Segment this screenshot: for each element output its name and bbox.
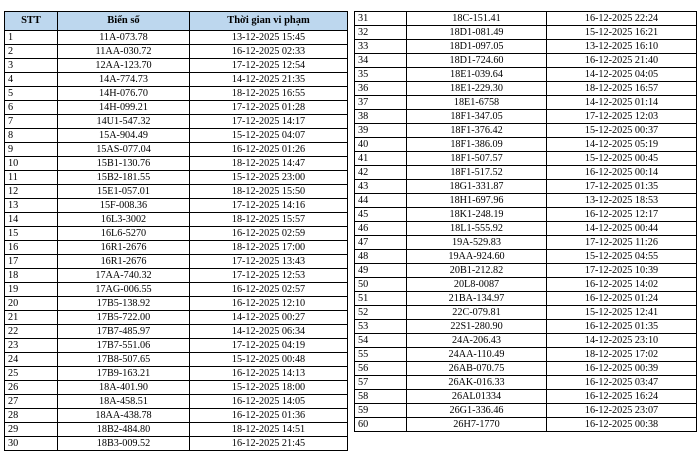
row-time: 16-12-2025 01:26 (190, 143, 348, 157)
row-plate: 18E1-039.64 (407, 68, 547, 82)
row-time: 16-12-2025 02:59 (190, 227, 348, 241)
row-stt: 41 (355, 152, 407, 166)
row-stt: 12 (5, 185, 58, 199)
table-row (355, 222, 697, 236)
row-stt: 51 (355, 292, 407, 306)
row-stt: 52 (355, 306, 407, 320)
row-plate: 15B2-181.55 (58, 171, 190, 185)
row-plate: 26AB-070.75 (407, 362, 547, 376)
table-row (355, 334, 697, 348)
row-plate: 17AA-740.32 (58, 269, 190, 283)
row-stt: 54 (355, 334, 407, 348)
row-time: 16-12-2025 14:13 (190, 367, 348, 381)
row-stt: 55 (355, 348, 407, 362)
table-row (355, 418, 697, 432)
table-row (5, 171, 348, 185)
table-row (355, 292, 697, 306)
row-time: 16-12-2025 03:47 (547, 376, 697, 390)
row-plate: 18F1-386.09 (407, 138, 547, 152)
row-stt: 50 (355, 278, 407, 292)
table-row (5, 101, 348, 115)
row-time: 15-12-2025 00:37 (547, 124, 697, 138)
row-time: 15-12-2025 23:00 (190, 171, 348, 185)
row-stt: 53 (355, 320, 407, 334)
row-plate: 17AG-006.55 (58, 283, 190, 297)
row-stt: 46 (355, 222, 407, 236)
row-time: 14-12-2025 00:27 (190, 311, 348, 325)
row-stt: 11 (5, 171, 58, 185)
row-plate: 18E1-229.30 (407, 82, 547, 96)
row-time: 18-12-2025 16:55 (190, 87, 348, 101)
table-row (5, 31, 348, 45)
row-time: 16-12-2025 00:14 (547, 166, 697, 180)
table-row (355, 278, 697, 292)
row-plate: 15F-008.36 (58, 199, 190, 213)
table-row (355, 404, 697, 418)
table-row (5, 143, 348, 157)
row-plate: 22C-079.81 (407, 306, 547, 320)
row-time: 16-12-2025 02:57 (190, 283, 348, 297)
row-stt: 14 (5, 213, 58, 227)
table-row (5, 395, 348, 409)
row-stt: 39 (355, 124, 407, 138)
row-plate: 18C-151.41 (407, 12, 547, 26)
row-time: 15-12-2025 00:48 (190, 353, 348, 367)
row-plate: 22S1-280.90 (407, 320, 547, 334)
table-row (355, 110, 697, 124)
row-plate: 15B1-130.76 (58, 157, 190, 171)
row-time: 16-12-2025 01:24 (547, 292, 697, 306)
row-time: 15-12-2025 00:45 (547, 152, 697, 166)
table-row (5, 381, 348, 395)
table-row (355, 26, 697, 40)
row-plate: 16L3-3002 (58, 213, 190, 227)
row-time: 16-12-2025 21:45 (190, 437, 348, 451)
row-time: 17-12-2025 14:17 (190, 115, 348, 129)
table-row (355, 152, 697, 166)
row-stt: 23 (5, 339, 58, 353)
table-row (355, 236, 697, 250)
table-row (355, 362, 697, 376)
row-time: 13-12-2025 16:10 (547, 40, 697, 54)
table-row (5, 241, 348, 255)
row-stt: 29 (5, 423, 58, 437)
row-time: 16-12-2025 01:35 (547, 320, 697, 334)
row-plate: 26H7-1770 (407, 418, 547, 432)
row-plate: 19A-529.83 (407, 236, 547, 250)
row-stt: 49 (355, 264, 407, 278)
row-stt: 9 (5, 143, 58, 157)
header-plate: Biển số (58, 12, 190, 31)
row-stt: 4 (5, 73, 58, 87)
row-plate: 14H-099.21 (58, 101, 190, 115)
row-time: 17-12-2025 12:54 (190, 59, 348, 73)
row-time: 15-12-2025 04:55 (547, 250, 697, 264)
row-plate: 17B9-163.21 (58, 367, 190, 381)
row-time: 14-12-2025 23:10 (547, 334, 697, 348)
row-plate: 11A-073.78 (58, 31, 190, 45)
row-stt: 58 (355, 390, 407, 404)
row-stt: 57 (355, 376, 407, 390)
row-stt: 2 (5, 45, 58, 59)
row-stt: 8 (5, 129, 58, 143)
row-stt: 40 (355, 138, 407, 152)
table-row (355, 96, 697, 110)
row-time: 17-12-2025 14:16 (190, 199, 348, 213)
row-plate: 15E1-057.01 (58, 185, 190, 199)
table-row (5, 213, 348, 227)
row-time: 15-12-2025 16:21 (547, 26, 697, 40)
row-time: 18-12-2025 16:57 (547, 82, 697, 96)
table-row (355, 320, 697, 334)
row-stt: 26 (5, 381, 58, 395)
row-plate: 16R1-2676 (58, 241, 190, 255)
row-plate: 18D1-097.05 (407, 40, 547, 54)
row-plate: 20B1-212.82 (407, 264, 547, 278)
table-row (5, 199, 348, 213)
row-stt: 7 (5, 115, 58, 129)
table-row (5, 45, 348, 59)
table-row (5, 353, 348, 367)
row-plate: 17B8-507.65 (58, 353, 190, 367)
row-plate: 16L6-5270 (58, 227, 190, 241)
row-plate: 18F1-517.52 (407, 166, 547, 180)
row-stt: 56 (355, 362, 407, 376)
table-row (355, 348, 697, 362)
row-stt: 37 (355, 96, 407, 110)
table-row (5, 339, 348, 353)
row-time: 14-12-2025 21:35 (190, 73, 348, 87)
table-row (355, 208, 697, 222)
row-stt: 21 (5, 311, 58, 325)
row-plate: 14A-774.73 (58, 73, 190, 87)
table-row (5, 87, 348, 101)
row-stt: 16 (5, 241, 58, 255)
row-time: 16-12-2025 01:36 (190, 409, 348, 423)
row-stt: 17 (5, 255, 58, 269)
row-time: 16-12-2025 16:24 (547, 390, 697, 404)
table-row (5, 423, 348, 437)
table-row (355, 82, 697, 96)
row-plate: 18A-401.90 (58, 381, 190, 395)
row-stt: 33 (355, 40, 407, 54)
table-row (355, 250, 697, 264)
table-row (355, 68, 697, 82)
table-row (5, 185, 348, 199)
table-row (355, 390, 697, 404)
row-time: 16-12-2025 23:07 (547, 404, 697, 418)
row-stt: 22 (5, 325, 58, 339)
table-row (5, 311, 348, 325)
row-time: 15-12-2025 18:00 (190, 381, 348, 395)
row-plate: 20L8-0087 (407, 278, 547, 292)
row-plate: 21BA-134.97 (407, 292, 547, 306)
row-time: 17-12-2025 04:19 (190, 339, 348, 353)
table-row (355, 124, 697, 138)
row-plate: 15A-904.49 (58, 129, 190, 143)
row-time: 15-12-2025 04:07 (190, 129, 348, 143)
table-row (5, 129, 348, 143)
row-time: 16-12-2025 02:33 (190, 45, 348, 59)
row-stt: 31 (355, 12, 407, 26)
row-plate: 17B7-551.06 (58, 339, 190, 353)
row-stt: 19 (5, 283, 58, 297)
row-time: 17-12-2025 12:53 (190, 269, 348, 283)
table-row (355, 40, 697, 54)
row-time: 16-12-2025 22:24 (547, 12, 697, 26)
row-time: 18-12-2025 17:02 (547, 348, 697, 362)
row-time: 18-12-2025 14:51 (190, 423, 348, 437)
row-plate: 19AA-924.60 (407, 250, 547, 264)
row-time: 13-12-2025 15:45 (190, 31, 348, 45)
row-time: 17-12-2025 12:03 (547, 110, 697, 124)
row-stt: 35 (355, 68, 407, 82)
row-time: 16-12-2025 00:39 (547, 362, 697, 376)
row-time: 16-12-2025 14:05 (190, 395, 348, 409)
row-plate: 26AL01334 (407, 390, 547, 404)
table-row (355, 306, 697, 320)
row-time: 14-12-2025 00:44 (547, 222, 697, 236)
row-plate: 11AA-030.72 (58, 45, 190, 59)
row-plate: 18E1-6758 (407, 96, 547, 110)
table-row (5, 227, 348, 241)
row-stt: 32 (355, 26, 407, 40)
row-plate: 17B7-485.97 (58, 325, 190, 339)
row-time: 17-12-2025 13:43 (190, 255, 348, 269)
row-plate: 14U1-547.32 (58, 115, 190, 129)
row-time: 18-12-2025 15:57 (190, 213, 348, 227)
row-plate: 17B5-138.92 (58, 297, 190, 311)
row-stt: 38 (355, 110, 407, 124)
row-time: 18-12-2025 14:47 (190, 157, 348, 171)
table-row (5, 157, 348, 171)
row-plate: 18B2-484.80 (58, 423, 190, 437)
row-stt: 6 (5, 101, 58, 115)
row-time: 14-12-2025 01:14 (547, 96, 697, 110)
row-time: 15-12-2025 12:41 (547, 306, 697, 320)
row-time: 14-12-2025 05:19 (547, 138, 697, 152)
table-row (5, 59, 348, 73)
row-plate: 26G1-336.46 (407, 404, 547, 418)
row-stt: 28 (5, 409, 58, 423)
header-time: Thời gian vi phạm (190, 12, 348, 31)
table-row (355, 54, 697, 68)
row-time: 18-12-2025 17:00 (190, 241, 348, 255)
row-stt: 60 (355, 418, 407, 432)
table-row (5, 115, 348, 129)
table-row (5, 269, 348, 283)
row-stt: 1 (5, 31, 58, 45)
row-plate: 18A-458.51 (58, 395, 190, 409)
row-stt: 15 (5, 227, 58, 241)
row-time: 16-12-2025 12:17 (547, 208, 697, 222)
row-time: 17-12-2025 01:35 (547, 180, 697, 194)
row-time: 17-12-2025 10:39 (547, 264, 697, 278)
table-row (5, 255, 348, 269)
table-row (5, 437, 348, 451)
header-row (5, 12, 348, 31)
row-time: 18-12-2025 15:50 (190, 185, 348, 199)
row-plate: 18D1-081.49 (407, 26, 547, 40)
row-stt: 59 (355, 404, 407, 418)
row-stt: 42 (355, 166, 407, 180)
row-stt: 24 (5, 353, 58, 367)
row-plate: 12AA-123.70 (58, 59, 190, 73)
row-plate: 24A-206.43 (407, 334, 547, 348)
row-plate: 26AK-016.33 (407, 376, 547, 390)
row-time: 16-12-2025 21:40 (547, 54, 697, 68)
row-stt: 20 (5, 297, 58, 311)
row-stt: 5 (5, 87, 58, 101)
row-stt: 3 (5, 59, 58, 73)
table-row (5, 409, 348, 423)
row-stt: 25 (5, 367, 58, 381)
row-time: 17-12-2025 01:28 (190, 101, 348, 115)
row-stt: 44 (355, 194, 407, 208)
row-time: 14-12-2025 06:34 (190, 325, 348, 339)
violations-table-left (4, 11, 348, 451)
row-plate: 18F1-347.05 (407, 110, 547, 124)
row-time: 13-12-2025 18:53 (547, 194, 697, 208)
table-row (5, 73, 348, 87)
row-plate: 18D1-724.60 (407, 54, 547, 68)
row-stt: 30 (5, 437, 58, 451)
table-row (355, 194, 697, 208)
row-plate: 18F1-376.42 (407, 124, 547, 138)
row-plate: 18F1-507.57 (407, 152, 547, 166)
row-plate: 18B3-009.52 (58, 437, 190, 451)
row-stt: 45 (355, 208, 407, 222)
row-plate: 18K1-248.19 (407, 208, 547, 222)
violations-table-right (354, 11, 697, 432)
table-row (355, 264, 697, 278)
table-row (355, 12, 697, 26)
row-plate: 18L1-555.92 (407, 222, 547, 236)
row-stt: 48 (355, 250, 407, 264)
row-plate: 18G1-331.87 (407, 180, 547, 194)
row-stt: 18 (5, 269, 58, 283)
row-stt: 27 (5, 395, 58, 409)
row-stt: 34 (355, 54, 407, 68)
row-plate: 24AA-110.49 (407, 348, 547, 362)
row-plate: 15AS-077.04 (58, 143, 190, 157)
row-plate: 18AA-438.78 (58, 409, 190, 423)
row-stt: 13 (5, 199, 58, 213)
row-plate: 17B5-722.00 (58, 311, 190, 325)
table-row (5, 367, 348, 381)
row-plate: 18H1-697.96 (407, 194, 547, 208)
table-row (5, 325, 348, 339)
row-plate: 14H-076.70 (58, 87, 190, 101)
row-time: 17-12-2025 11:26 (547, 236, 697, 250)
table-row (355, 180, 697, 194)
row-stt: 43 (355, 180, 407, 194)
row-stt: 36 (355, 82, 407, 96)
row-time: 14-12-2025 04:05 (547, 68, 697, 82)
row-plate: 16R1-2676 (58, 255, 190, 269)
row-time: 16-12-2025 14:02 (547, 278, 697, 292)
row-time: 16-12-2025 00:38 (547, 418, 697, 432)
table-row (5, 283, 348, 297)
table-row (5, 297, 348, 311)
table-row (355, 138, 697, 152)
row-stt: 10 (5, 157, 58, 171)
header-stt: STT (5, 12, 58, 31)
row-time: 16-12-2025 12:10 (190, 297, 348, 311)
row-stt: 47 (355, 236, 407, 250)
table-row (355, 376, 697, 390)
table-row (355, 166, 697, 180)
